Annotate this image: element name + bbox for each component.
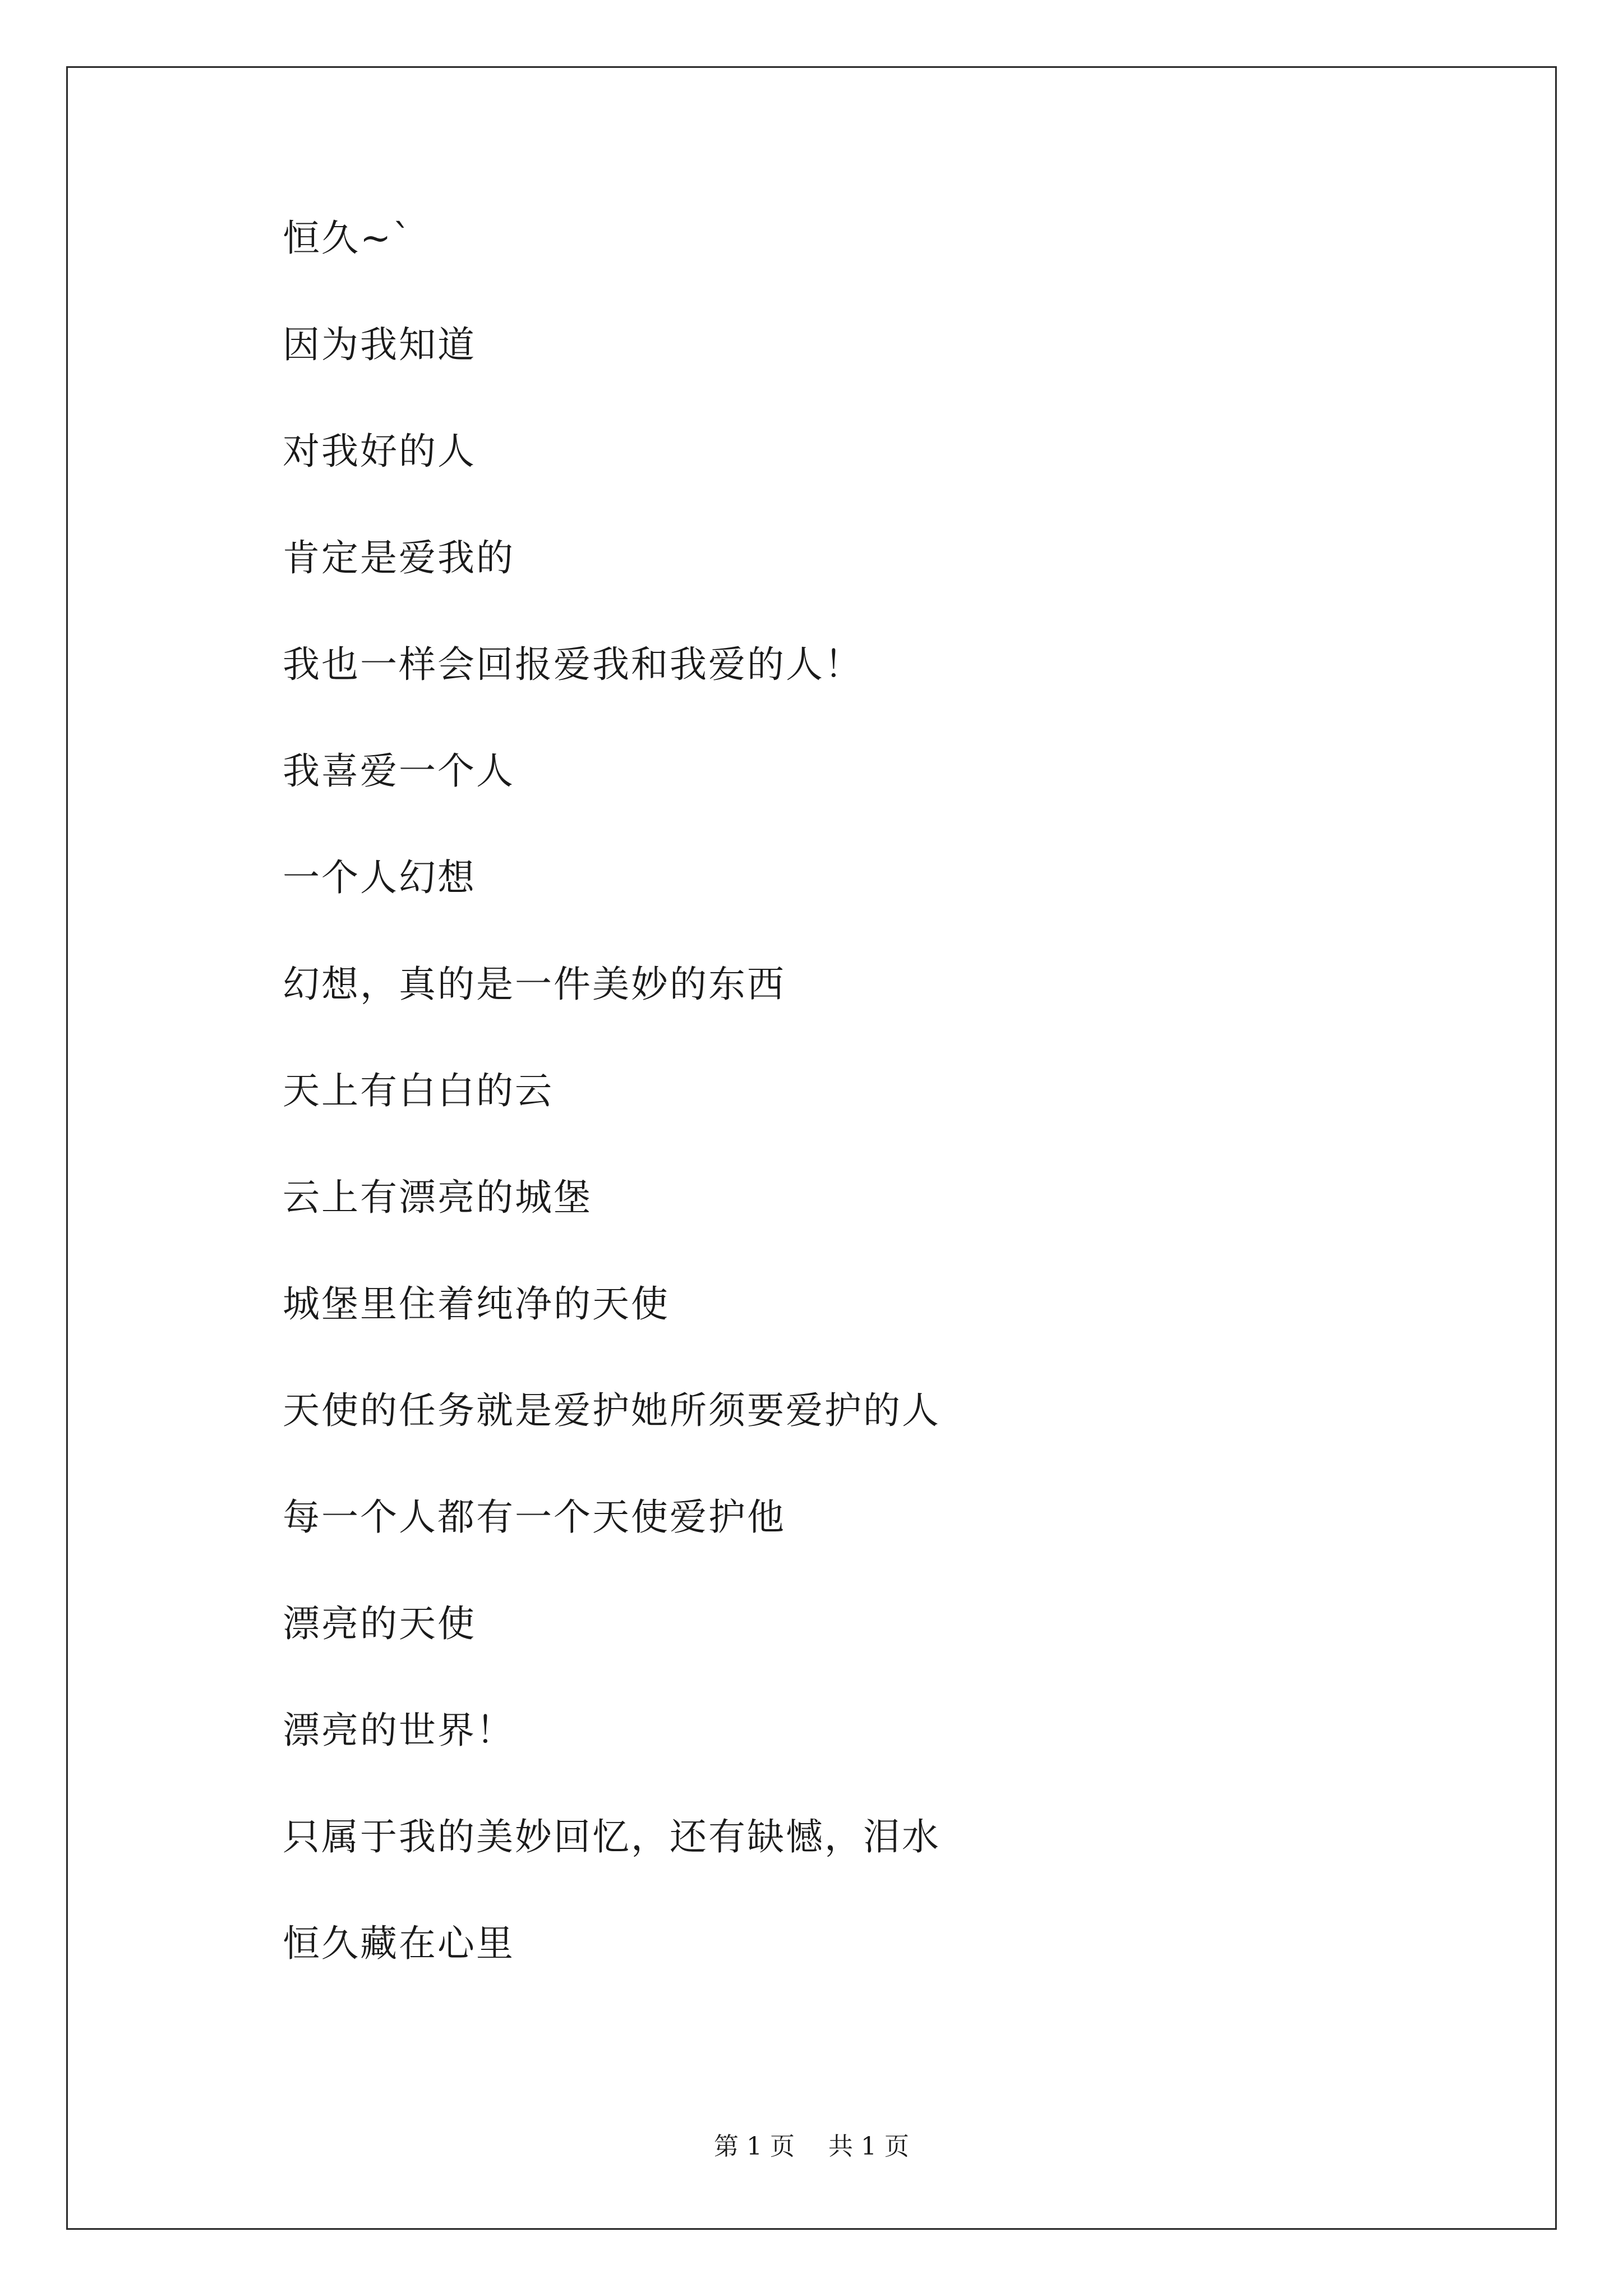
poem-line: 天上有白白的云 <box>283 1069 554 1112</box>
poem-line: 一个人幻想 <box>283 856 476 899</box>
page-number-current: 第 1 页 <box>714 2132 795 2161</box>
poem-line: 恒久藏在心里 <box>283 1922 515 1965</box>
poem-line: 每一个人都有一个天使爱护他 <box>283 1496 786 1539</box>
poem-line: 漂亮的天使 <box>283 1602 476 1645</box>
poem-line: 恒久~` <box>283 217 413 260</box>
poem-line: 我喜爱一个人 <box>283 749 515 793</box>
poem-line: 漂亮的世界！ <box>283 1709 515 1752</box>
poem-line: 因为我知道 <box>283 323 476 366</box>
page-footer <box>0 2133 1623 2161</box>
page-number-total: 共 1 页 <box>828 2132 909 2161</box>
poem-line: 云上有漂亮的城堡 <box>283 1176 592 1219</box>
poem-line: 我也一样会回报爱我和我爱的人！ <box>283 643 863 686</box>
poem-line: 肯定是爱我的 <box>283 536 515 579</box>
poem-line: 天使的任务就是爱护她所须要爱护的人 <box>283 1389 940 1432</box>
poem-line: 对我好的人 <box>283 430 476 473</box>
poem-line: 城堡里住着纯净的天使 <box>283 1282 670 1326</box>
poem-body <box>283 218 1460 2030</box>
poem-line: 幻想，真的是一件美妙的东西 <box>283 963 786 1006</box>
poem-line: 只属于我的美妙回忆，还有缺憾，泪水 <box>283 1815 940 1858</box>
